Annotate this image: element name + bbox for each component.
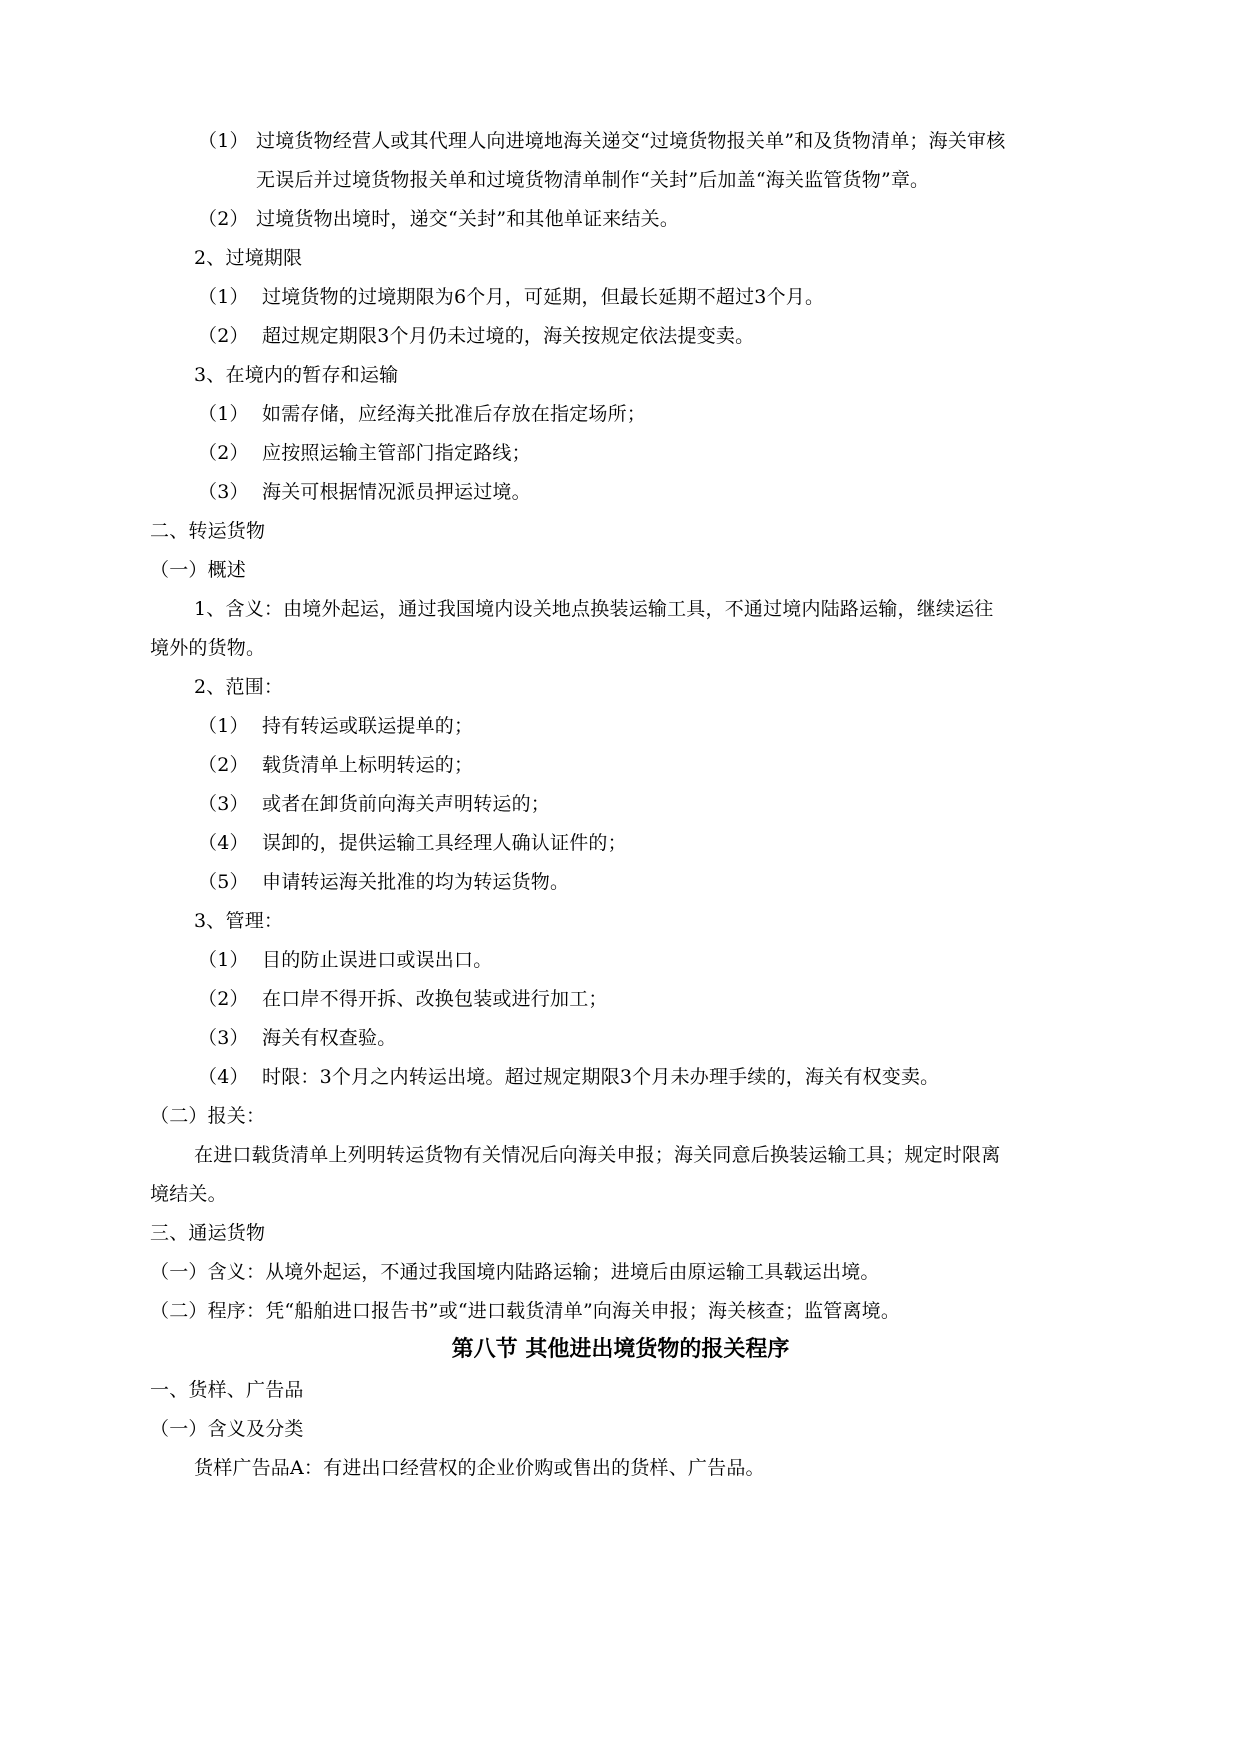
item-number: （2） xyxy=(198,325,249,347)
item-text: 或者在卸货前向海关声明转运的； xyxy=(262,793,551,815)
subsection-overview: （一）概述 xyxy=(150,559,247,581)
transit-step-1 xyxy=(198,128,1005,154)
definition-line-1: 1、含义：由境外起运，通过我国境内设关地点换装运输工具，不通过境内陆路运输，继续运往 xyxy=(194,598,994,620)
item-number: （1） xyxy=(198,130,249,152)
item-text: 海关有权查验。 xyxy=(262,1027,397,1049)
item-number: （1） xyxy=(198,286,249,308)
item-text: 过境货物的过境期限为6个月，可延期，但最长延期不超过3个月。 xyxy=(262,286,825,308)
item-text: 申请转运海关批准的均为转运货物。 xyxy=(262,871,570,893)
item-number: （3） xyxy=(198,1027,249,1049)
subheading-transit-period: 2、过境期限 xyxy=(194,247,303,269)
management-item-4 xyxy=(198,1064,939,1090)
management-item-2 xyxy=(198,986,608,1012)
item-text: 载货清单上标明转运的； xyxy=(262,754,474,776)
item-text: 误卸的，提供运输工具经理人确认证件的； xyxy=(262,832,627,854)
period-item-1 xyxy=(198,284,824,310)
item-number: （2） xyxy=(198,988,249,1010)
declaration-line-1: 在进口载货清单上列明转运货物有关情况后向海关申报；海关同意后换装运输工具；规定时限离 xyxy=(194,1144,1001,1166)
subsection-definition-classification: （一）含义及分类 xyxy=(150,1418,304,1440)
transit-step-1-continued: 无误后并过境货物报关单和过境货物清单制作“关封”后加盖“海关监管货物”章。 xyxy=(256,169,930,191)
item-number: （3） xyxy=(198,793,249,815)
section-eight-heading: 第八节 其他进出境货物的报关程序 xyxy=(451,1337,790,1362)
item-number: （1） xyxy=(198,715,249,737)
item-text: 目的防止误进口或误出口。 xyxy=(262,949,493,971)
subheading-storage-transport: 3、在境内的暂存和运输 xyxy=(194,364,399,386)
item-text: 时限：3个月之内转运出境。超过规定期限3个月未办理手续的，海关有权变卖。 xyxy=(262,1066,940,1088)
definition-line-2: 境外的货物。 xyxy=(150,637,266,659)
item-text: 过境货物出境时，递交“关封”和其他单证来结关。 xyxy=(256,208,680,230)
storage-item-2 xyxy=(198,440,531,466)
item-text: 过境货物经营人或其代理人向进境地海关递交“过境货物报关单”和及货物清单；海关审核 xyxy=(256,130,1006,152)
item-number: （2） xyxy=(198,754,249,776)
item-text: 超过规定期限3个月仍未过境的，海关按规定依法提变卖。 xyxy=(262,325,755,347)
subheading-scope: 2、范围： xyxy=(194,676,284,698)
through-goods-definition: （一）含义：从境外起运，不通过我国境内陆路运输；进境后由原运输工具载运出境。 xyxy=(150,1261,880,1283)
item-text: 应按照运输主管部门指定路线； xyxy=(262,442,531,464)
scope-item-2 xyxy=(198,752,473,778)
item-text: 在口岸不得开拆、改换包装或进行加工； xyxy=(262,988,608,1010)
scope-item-5 xyxy=(198,869,569,895)
item-text: 海关可根据情况派员押运过境。 xyxy=(262,481,531,503)
item-number: （4） xyxy=(198,1066,249,1088)
item-text: 如需存储，应经海关批准后存放在指定场所； xyxy=(262,403,647,425)
item-number: （5） xyxy=(198,871,249,893)
item-number: （1） xyxy=(198,403,249,425)
item-number: （1） xyxy=(198,949,249,971)
subsection-declaration: （二）报关： xyxy=(150,1105,266,1127)
scope-item-3 xyxy=(198,791,550,817)
item-number: （2） xyxy=(198,442,249,464)
subheading-management: 3、管理： xyxy=(194,910,284,932)
management-item-3 xyxy=(198,1025,396,1051)
transit-step-2 xyxy=(198,206,679,232)
declaration-line-2: 境结关。 xyxy=(150,1183,227,1205)
samples-definition-a: 货样广告品A：有进出口经营权的企业价购或售出的货样、广告品。 xyxy=(194,1457,765,1479)
scope-item-4 xyxy=(198,830,627,856)
item-text: 持有转运或联运提单的； xyxy=(262,715,474,737)
item-number: （2） xyxy=(198,208,249,230)
section-samples-ads: 一、货样、广告品 xyxy=(150,1379,304,1401)
section-transshipment: 二、转运货物 xyxy=(150,520,266,542)
section-through-goods: 三、通运货物 xyxy=(150,1222,266,1244)
period-item-2 xyxy=(198,323,754,349)
storage-item-3 xyxy=(198,479,531,505)
management-item-1 xyxy=(198,947,492,973)
storage-item-1 xyxy=(198,401,646,427)
item-number: （3） xyxy=(198,481,249,503)
scope-item-1 xyxy=(198,713,473,739)
through-goods-procedure: （二）程序：凭“船舶进口报告书”或“进口载货清单”向海关申报；海关核查；监管离境。 xyxy=(150,1300,901,1322)
item-number: （4） xyxy=(198,832,249,854)
